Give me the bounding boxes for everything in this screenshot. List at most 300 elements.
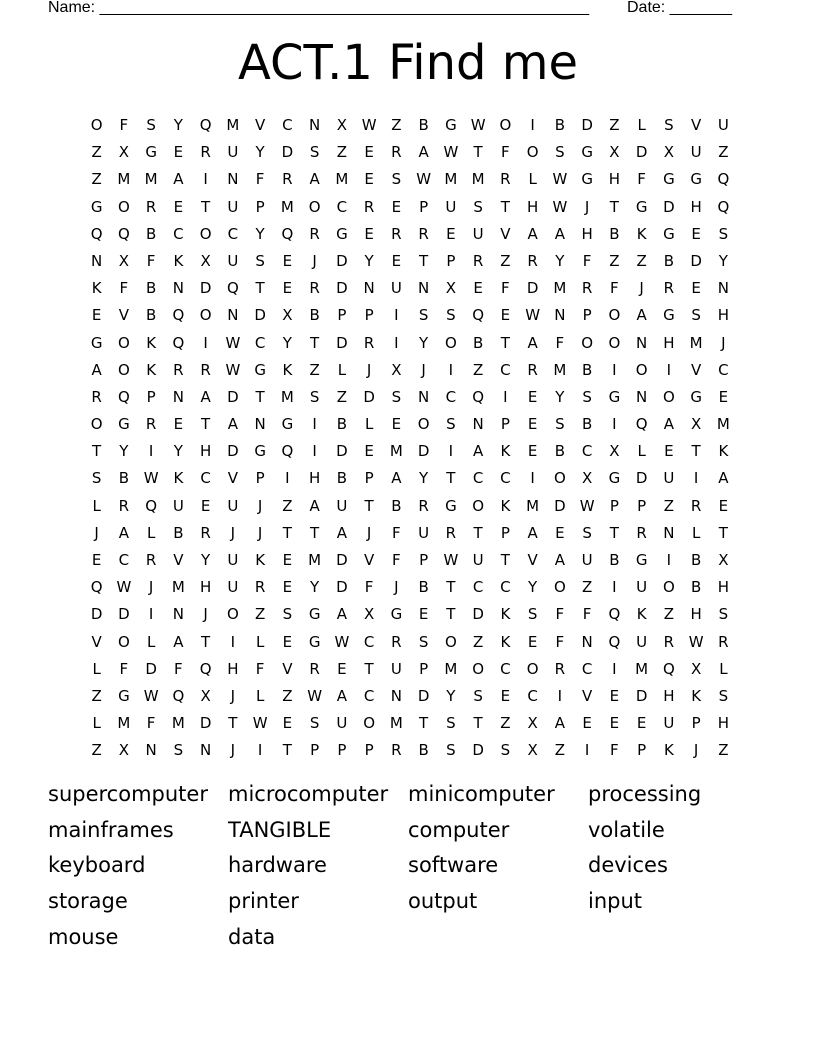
grid-letter: S — [473, 686, 483, 705]
grid-letter: K — [691, 686, 702, 705]
grid-letter: D — [336, 279, 348, 298]
grid-letter: M — [117, 714, 131, 733]
grid-letter: C — [363, 632, 375, 651]
grid-letter: Z — [500, 251, 511, 270]
grid-letter: A — [527, 523, 538, 542]
grid-letter: R — [527, 360, 538, 379]
grid-letter: U — [690, 143, 702, 162]
grid-letter: W — [334, 632, 350, 651]
grid-letter: F — [146, 714, 156, 733]
grid-letter: Z — [663, 605, 675, 624]
grid-letter: N — [309, 116, 321, 134]
grid-letter: O — [526, 143, 539, 162]
grid-letter: F — [582, 605, 592, 624]
grid-letter: E — [282, 578, 293, 597]
grid-letter: A — [227, 415, 238, 434]
grid-letter: J — [721, 333, 726, 352]
grid-letter: B — [336, 469, 348, 488]
word-list-item: printer — [228, 889, 299, 914]
grid-letter: P — [419, 197, 429, 216]
grid-letter: Z — [718, 741, 729, 760]
grid-letter: Z — [91, 686, 102, 705]
grid-letter: H — [308, 469, 321, 488]
grid-letter: S — [582, 523, 592, 542]
grid-letter: N — [363, 279, 375, 298]
grid-letter: T — [201, 415, 211, 434]
grid-letter: S — [446, 306, 456, 325]
grid-letter: P — [255, 469, 265, 488]
grid-letter: E — [282, 251, 293, 270]
grid-letter: B — [418, 578, 429, 597]
grid-letter: P — [364, 306, 374, 325]
grid-letter: A — [554, 551, 565, 569]
grid-letter: U — [636, 578, 648, 597]
grid-letter: W — [470, 116, 486, 134]
grid-letter: Z — [636, 251, 647, 270]
grid-letter: M — [526, 496, 540, 515]
grid-letter: I — [666, 551, 672, 569]
grid-letter: G — [663, 224, 675, 243]
grid-letter: B — [336, 415, 348, 434]
grid-letter: D — [663, 197, 675, 216]
grid-letter: M — [171, 714, 185, 733]
grid-letter: Z — [581, 578, 593, 597]
date-field: Date: _______ — [627, 0, 732, 16]
grid-letter: B — [145, 279, 157, 298]
grid-letter: O — [117, 197, 130, 216]
grid-letter: Q — [172, 333, 185, 352]
grid-letter: T — [419, 714, 429, 733]
grid-row — [83, 166, 737, 193]
grid-letter: Z — [282, 686, 293, 705]
grid-letter: H — [690, 197, 702, 216]
grid-letter: Q — [281, 224, 294, 243]
word-list-item: mouse — [48, 924, 119, 949]
grid-letter: D — [363, 387, 375, 406]
grid-letter: W — [579, 496, 595, 515]
grid-letter: G — [635, 197, 648, 216]
grid-letter: F — [555, 333, 565, 352]
grid-letter: Q — [90, 578, 103, 597]
grid-letter: R — [418, 496, 429, 515]
grid-letter: J — [148, 578, 154, 597]
grid-letter: K — [146, 360, 157, 379]
grid-letter: T — [500, 551, 510, 569]
grid-letter: Q — [226, 279, 239, 298]
grid-letter: M — [553, 360, 567, 379]
grid-letter: E — [200, 496, 211, 515]
grid-letter: H — [526, 197, 539, 216]
grid-letter: R — [173, 360, 184, 379]
grid-letter: A — [718, 469, 729, 488]
grid-letter: J — [366, 523, 372, 542]
grid-letter: F — [255, 170, 265, 189]
grid-letter: A — [663, 415, 674, 434]
grid-letter: E — [282, 279, 293, 298]
grid-letter: K — [500, 496, 511, 515]
grid-letter: E — [91, 306, 102, 325]
grid-letter: O — [662, 387, 675, 406]
word-list — [48, 777, 768, 955]
grid-letter: P — [582, 306, 592, 325]
grid-letter: T — [255, 279, 265, 298]
word-list-item: devices — [588, 853, 668, 878]
grid-letter: J — [584, 197, 590, 216]
grid-letter: H — [717, 578, 730, 597]
grid-letter: Y — [282, 333, 292, 352]
grid-letter: O — [662, 578, 675, 597]
grid-letter: U — [472, 551, 484, 569]
grid-letter: B — [118, 469, 130, 488]
grid-letter: J — [230, 741, 236, 760]
word-list-row — [48, 813, 768, 849]
grid-letter: C — [363, 686, 375, 705]
grid-letter: Y — [419, 469, 429, 488]
grid-letter: F — [501, 143, 510, 162]
grid-letter: W — [361, 116, 377, 134]
grid-letter: I — [584, 741, 590, 760]
grid-letter: J — [257, 496, 263, 515]
grid-letter: T — [473, 143, 483, 162]
grid-letter: S — [418, 632, 429, 651]
grid-letter: G — [336, 224, 348, 243]
grid-letter: P — [446, 251, 456, 270]
grid-letter: O — [553, 469, 566, 488]
grid-letter: X — [445, 279, 457, 298]
grid-letter: E — [500, 686, 511, 705]
grid-letter: Y — [364, 251, 374, 270]
grid-letter: L — [255, 632, 265, 651]
word-list-item: storage — [48, 889, 128, 914]
grid-letter: U — [636, 632, 648, 651]
grid-letter: Q — [172, 686, 185, 705]
grid-letter: E — [282, 551, 293, 569]
grid-letter: C — [282, 116, 293, 134]
grid-letter: G — [118, 686, 130, 705]
name-field: Name: _______________________________________________________ — [48, 0, 589, 16]
grid-letter: Z — [472, 360, 484, 379]
grid-letter: Y — [119, 442, 129, 461]
grid-letter: N — [418, 387, 430, 406]
grid-row — [83, 737, 737, 764]
grid-letter: D — [635, 469, 648, 488]
grid-letter: N — [254, 415, 266, 434]
grid-letter: S — [718, 224, 729, 243]
grid-letter: P — [500, 415, 510, 434]
grid-letter: U — [390, 659, 402, 678]
grid-letter: K — [255, 551, 266, 569]
grid-letter: N — [172, 279, 184, 298]
grid-letter: R — [391, 632, 402, 651]
grid-letter: Q — [281, 442, 294, 461]
grid-letter: R — [391, 741, 402, 760]
grid-letter: W — [225, 360, 241, 379]
grid-letter: S — [146, 116, 156, 134]
word-list-item: keyboard — [48, 853, 146, 878]
grid-letter: E — [527, 387, 538, 406]
grid-letter: L — [146, 632, 156, 651]
grid-letter: D — [581, 116, 593, 134]
grid-letter: T — [228, 714, 238, 733]
grid-letter: Z — [336, 143, 348, 162]
grid-letter: T — [473, 523, 483, 542]
grid-row — [83, 574, 737, 601]
grid-letter: R — [636, 523, 647, 542]
grid-letter: O — [117, 360, 130, 379]
grid-letter: K — [173, 469, 184, 488]
grid-letter: U — [445, 197, 457, 216]
grid-letter: F — [555, 632, 565, 651]
grid-letter: P — [637, 741, 647, 760]
grid-letter: J — [421, 360, 426, 379]
grid-letter: V — [91, 632, 102, 651]
grid-letter: F — [637, 170, 646, 189]
grid-letter: W — [307, 686, 323, 705]
word-list-item: input — [588, 889, 643, 914]
grid-letter: C — [500, 469, 511, 488]
grid-letter: A — [418, 143, 429, 162]
grid-letter: M — [635, 659, 649, 678]
grid-letter: U — [227, 143, 239, 162]
grid-letter: S — [718, 605, 729, 624]
grid-letter: E — [282, 632, 293, 651]
grid-letter: X — [200, 251, 211, 270]
grid-letter: Q — [90, 224, 103, 243]
grid-letter: Z — [309, 360, 320, 379]
grid-letter: A — [173, 170, 184, 189]
grid-letter: Z — [472, 632, 484, 651]
grid-letter: M — [171, 578, 185, 597]
grid-letter: O — [117, 333, 130, 352]
grid-letter: J — [639, 279, 644, 298]
grid-letter: T — [282, 741, 292, 760]
grid-letter: R — [363, 333, 375, 352]
grid-letter: P — [364, 741, 374, 760]
grid-letter: O — [199, 306, 212, 325]
grid-letter: M — [716, 415, 730, 434]
grid-letter: V — [690, 360, 702, 379]
grid-row — [83, 438, 737, 465]
grid-letter: Z — [254, 605, 266, 624]
grid-letter: D — [336, 251, 348, 270]
letter-grid — [83, 112, 737, 765]
grid-letter: U — [227, 551, 239, 569]
grid-letter: D — [90, 605, 103, 624]
grid-letter: N — [581, 632, 593, 651]
grid-row — [83, 629, 737, 656]
grid-letter: M — [389, 442, 403, 461]
grid-letter: O — [635, 360, 648, 379]
grid-letter: H — [581, 224, 593, 243]
grid-letter: C — [527, 686, 538, 705]
grid-letter: F — [392, 523, 401, 542]
grid-letter: I — [285, 469, 290, 488]
grid-letter: B — [418, 741, 429, 760]
grid-letter: K — [282, 360, 293, 379]
grid-letter: L — [364, 415, 374, 434]
grid-letter: A — [309, 170, 320, 189]
grid-letter: U — [581, 551, 593, 569]
grid-letter: B — [609, 551, 620, 569]
grid-letter: G — [445, 116, 457, 134]
grid-letter: B — [145, 306, 157, 325]
grid-letter: D — [199, 714, 212, 733]
grid-letter: A — [336, 605, 347, 624]
grid-letter: F — [146, 251, 156, 270]
grid-letter: S — [555, 143, 565, 162]
grid-letter: F — [610, 741, 619, 760]
grid-letter: Z — [91, 170, 102, 189]
grid-letter: H — [227, 659, 239, 678]
grid-letter: M — [280, 197, 294, 216]
grid-letter: W — [225, 333, 241, 352]
grid-letter: E — [691, 224, 701, 243]
grid-letter: O — [472, 496, 485, 515]
grid-row — [83, 194, 737, 221]
grid-letter: G — [90, 197, 103, 216]
grid-letter: Y — [419, 333, 429, 352]
grid-letter: E — [527, 442, 538, 461]
grid-letter: F — [501, 279, 510, 298]
grid-letter: X — [609, 143, 620, 162]
grid-letter: E — [364, 442, 374, 461]
grid-letter: X — [690, 415, 702, 434]
grid-letter: J — [203, 605, 208, 624]
grid-letter: Q — [662, 659, 675, 678]
grid-letter: R — [200, 523, 211, 542]
grid-letter: E — [391, 415, 402, 434]
grid-letter: Y — [718, 251, 728, 270]
grid-letter: E — [364, 170, 374, 189]
grid-letter: U — [663, 469, 675, 488]
grid-letter: B — [145, 224, 157, 243]
grid-letter: P — [146, 387, 156, 406]
grid-letter: E — [527, 632, 538, 651]
grid-letter: P — [364, 469, 374, 488]
grid-letter: R — [200, 360, 211, 379]
grid-letter: Q — [608, 605, 621, 624]
grid-letter: F — [555, 605, 565, 624]
grid-letter: O — [308, 197, 321, 216]
grid-letter: S — [664, 116, 674, 134]
grid-letter: O — [581, 333, 594, 352]
grid-letter: B — [309, 306, 320, 325]
grid-letter: X — [527, 714, 538, 733]
grid-letter: S — [691, 306, 701, 325]
grid-letter: P — [337, 741, 347, 760]
grid-letter: X — [663, 143, 675, 162]
grid-letter: I — [203, 333, 208, 352]
grid-letter: D — [227, 442, 239, 461]
grid-letter: S — [718, 686, 729, 705]
grid-letter: E — [609, 714, 620, 733]
grid-letter: E — [527, 415, 538, 434]
grid-letter: O — [444, 632, 457, 651]
grid-letter: Q — [199, 116, 212, 134]
grid-letter: T — [310, 523, 320, 542]
grid-letter: B — [690, 578, 702, 597]
grid-letter: B — [581, 360, 593, 379]
grid-letter: V — [227, 469, 238, 488]
grid-letter: R — [145, 551, 157, 569]
header — [48, 0, 740, 19]
grid-letter: H — [199, 578, 212, 597]
grid-letter: O — [199, 224, 212, 243]
grid-letter: G — [608, 387, 621, 406]
grid-letter: P — [691, 714, 701, 733]
grid-letter: R — [254, 578, 266, 597]
grid-letter: S — [391, 170, 402, 189]
grid-letter: M — [553, 279, 567, 298]
grid-letter: O — [526, 659, 539, 678]
grid-letter: G — [581, 143, 593, 162]
grid-letter: X — [200, 686, 211, 705]
grid-letter: E — [173, 143, 184, 162]
grid-row — [83, 275, 737, 302]
grid-letter: R — [418, 224, 429, 243]
grid-letter: H — [717, 306, 730, 325]
grid-letter: Q — [145, 496, 158, 515]
grid-letter: X — [527, 741, 538, 760]
grid-letter: B — [609, 224, 620, 243]
grid-letter: R — [145, 197, 157, 216]
grid-letter: I — [530, 116, 535, 134]
grid-letter: Z — [609, 251, 620, 270]
grid-letter: R — [282, 170, 293, 189]
grid-letter: E — [364, 143, 374, 162]
grid-letter: F — [392, 551, 401, 569]
grid-letter: M — [226, 116, 240, 134]
grid-letter: X — [690, 659, 702, 678]
grid-letter: Y — [310, 578, 320, 597]
grid-letter: I — [612, 578, 617, 597]
grid-letter: F — [255, 659, 265, 678]
grid-letter: N — [636, 387, 648, 406]
grid-letter: Q — [199, 659, 212, 678]
grid-letter: W — [143, 469, 159, 488]
grid-letter: F — [364, 578, 374, 597]
grid-letter: B — [418, 116, 429, 134]
grid-letter: T — [92, 442, 102, 461]
grid-letter: M — [444, 170, 458, 189]
grid-letter: K — [718, 442, 729, 461]
grid-letter: O — [608, 333, 621, 352]
grid-letter: A — [336, 523, 347, 542]
grid-letter: D — [472, 605, 484, 624]
grid-letter: W — [443, 143, 459, 162]
grid-row — [83, 384, 737, 411]
grid-letter: K — [636, 605, 647, 624]
grid-letter: S — [527, 605, 538, 624]
grid-letter: I — [503, 387, 508, 406]
grid-letter: R — [718, 632, 729, 651]
grid-row — [83, 357, 737, 384]
grid-letter: G — [254, 360, 266, 379]
grid-letter: O — [117, 632, 130, 651]
grid-letter: I — [312, 415, 317, 434]
word-list-item: hardware — [228, 853, 327, 878]
grid-letter: O — [444, 333, 457, 352]
grid-letter: X — [336, 116, 348, 134]
grid-letter: D — [118, 605, 130, 624]
grid-letter: I — [666, 360, 672, 379]
grid-letter: L — [691, 523, 701, 542]
grid-letter: L — [255, 686, 265, 705]
grid-row — [83, 112, 737, 139]
grid-letter: R — [91, 387, 102, 406]
grid-letter: U — [336, 714, 348, 733]
grid-letter: D — [635, 686, 648, 705]
